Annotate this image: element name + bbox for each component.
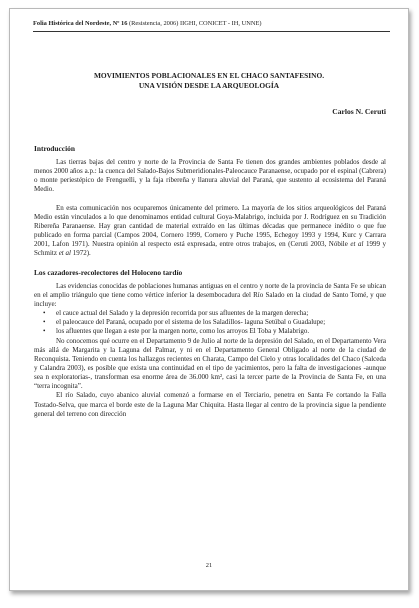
intro-paragraph-1: Las tierras bajas del centro y norte de la Provincia de Santa Fe tienen dos grandes ambientes poblados desde al menos 2000 años a.p.: la cuenca del Salado-Bajos Submeridionales-Paleocauce Paranaense, ocupado por el espinal (Cabrera) o monte periestépico de Frenguelli, y la faja ribereña y llanura aluvial del Paraná, que sustento al ecosistema del Paraná Medio. <box>34 158 386 194</box>
article-title-line-2: UNA VISIÓN DESDE LA ARQUEOLOGÍA <box>138 81 280 90</box>
article-title-line-1: MOVIMIENTOS POBLACIONALES EN EL CHACO SANTAFESINO. <box>93 71 325 80</box>
section-heading-cazadores: Los cazadores-recolectores del Holoceno tardío <box>34 267 183 277</box>
bullet-icon: • <box>43 327 46 336</box>
bullet-list <box>34 309 386 336</box>
journal-name: Folia Histórica del Nordeste, Nº 16 <box>33 20 128 27</box>
section2-paragraph-1: Las evidencias conocidas de poblaciones humanas antiguas en el centro y norte de la provincia de Santa Fe se ubican en el amplio triángulo que tiene como vértice inferior la desembocadura del Río Salado en la ciudad de Santo Tomé, y que incluye: <box>34 281 386 308</box>
list-item: • los afluentes que llegan a este por la margen norte, como los arroyos El Toba y Malabrigo. <box>43 327 310 336</box>
bullet-icon: • <box>43 318 46 327</box>
article-body <box>34 144 386 419</box>
running-header <box>33 20 398 27</box>
section-heading-introduccion: Introducción <box>34 144 75 153</box>
article-title <box>30 71 388 91</box>
header-rule <box>33 31 390 32</box>
author-name: Carlos N. Ceruti <box>332 107 386 116</box>
list-item: • el paleocauce del Paraná, ocupado por el sistema de los Saladillos- laguna Setúbal o Guadalupe; <box>43 318 326 327</box>
page-number: 21 <box>205 562 213 569</box>
document-page <box>9 8 409 591</box>
bullet-icon: • <box>43 309 46 318</box>
journal-details: (Resistencia, 2006) IIGHI, CONICET - IH, UNNE) <box>129 20 262 27</box>
list-item: • el cauce actual del Salado y la depresión recorrida por sus afluentes de la margen derecha; <box>43 309 309 318</box>
intro-paragraph-2: En esta comunicación nos ocuparemos únicamente del primero. La mayoría de los sitios arqueológicos del Paraná Medio están vinculados a lo que denominamos entidad cultural Goya-Malabrigo, incluida por J. Rodríguez en su Tradición Ribereña Paranaense. Hay gran cantidad de material extraído en las últimas décadas que permanece inédito o que fue publicado en forma parcial (Campos 2004, Cornero 1999, Cornero y Puche 1995, Echegoy 1993 y 1994, Kurc y Carrara 2001, Lafon 1971). Nuestra opinión al respecto está expresada, entre otros trabajos, en (Ceruti 2003, Nóbile et al 1999 y Schmitz et al 1972). <box>34 203 387 258</box>
section2-paragraph-3: El río Salado, cuyo abanico aluvial comenzó a formarse en el Terciario, penetra en Santa Fe cortando la Falla Tostado-Selva, que marca el borde este de la Laguna Mar Chiquita. Hasta llegar al centro de la provincia sigue la pendiente general del terreno con dirección <box>34 391 386 418</box>
section2-paragraph-2: No conocemos qué ocurre en el Departamento 9 de Julio al norte de la depresión del Salado, en el Departamento Vera más allá de Margarita y la Laguna del Palmar, y ni en el Departamento General Obligado al norte de la ciudad de Reconquista. Teniendo en cuenta los hallazgos recientes en Charata, Campo del Cielo y otras localidades del Chaco (Salceda y Calandra 2003), es posible que exista una continuidad en el tipo de yacimientos, pero la falta de investigaciones -aunque sea n exploratorias-, transforman esa enorme área de 36.000 km², casi la tercer parte de la Provincia de Santa Fe, en una “terra incognita”. <box>34 336 386 391</box>
